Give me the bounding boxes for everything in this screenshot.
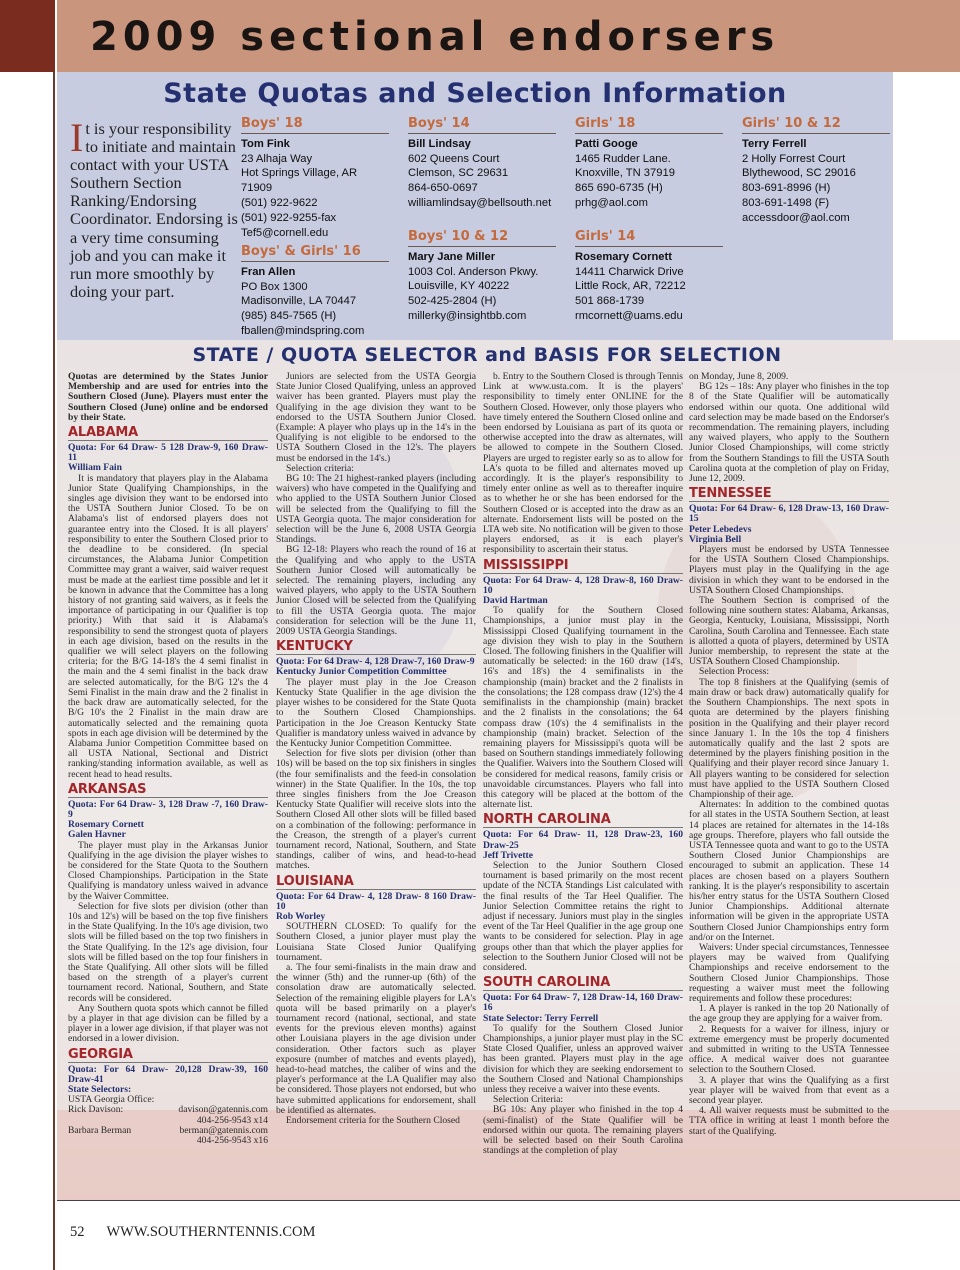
state-text: Alternates: In addition to the combined quotas for all states in the USTA Southern Section, at least 14 places are retained for alternates in the 14-18s age groups. Therefore, players who fall outside the USTA Tennessee quota and want to go to the USTA Southern Closed Junior Championships are encouraged to submit an application. These 14 places are chosen based on a players Southern ranking. It is the player's responsibility to ascertain his/her entry status for the USTA Southern Closed Junior Championships. Additional alternate information will be given in the appropriate USTA Southern Closed Junior Championships entry form and/or on the Internet. (689, 799, 889, 943)
state-heading-louisiana: LOUISIANA (276, 874, 476, 890)
state-text: BG 12s – 18s: Any player who finishes in the top 8 of the State Qualifier will be automatically endorsed within our quota. One additional wild card selection may be made based on the Endorser's recommendation. The remaining players, including any waived players, who apply to the Southern Junior Closed Championships, will come strictly from the Southern Standings to fill the USTA South Carolina quota at the completion of play on Friday, June 12, 2009. (689, 381, 889, 485)
state-text: 3. A player that wins the Qualifying as a first year player will be waived from that event as a second year player. (689, 1074, 889, 1107)
contact-heading: Boys' & Girls' 16 (241, 245, 389, 262)
quota-line: Quota: For 64 Draw- 20,128 Draw-39, 160 Draw-41 (68, 1063, 268, 1085)
contact-name: Barbara Berman (68, 1124, 132, 1136)
state-text: 2. Requests for a waiver for illness, injury or extreme emergency must be properly documented and submitted in writing to the USTA Tennessee office. A medical waiver does not guarantee selection to the Southern Closed. (689, 1023, 889, 1076)
state-text: a. The four semi-finalists in the main draw and the winner (5th) and the runner-up (6th) of the consolation draw are automatically selected. Selection of the remaining eligible players for LA's quota will be based primarily on a player's tournament record (national, sectional, and state events for the previous eleven months) against other Louisiana players in the age division under consideration. Other factors such as player exposure (number of matches and events played), head-to-head matches, the caliber of wins and the player's performance at the LA Qualifier may also be considered. Those players not endorsed, but who have submitted applications for endorsement, shall be identified as alternates. (276, 961, 476, 1116)
state-heading-south-carolina: SOUTH CAROLINA (483, 975, 683, 991)
quota-line: Quota: For 64 Draw- 5 128 Draw-9, 160 Draw-11 (68, 442, 268, 464)
contact-line: 864-650-0697 (408, 182, 478, 195)
contact-line: millerky@insightbb.com (408, 309, 527, 322)
contact-line: Clemson, SC 29631 (408, 167, 509, 180)
contact-line: Little Rock, AR, 72212 (575, 280, 686, 293)
state-text: To qualify for the Southern Closed Championships, a junior must play in the Mississippi Closed Qualifying tournament in the age division they wish to play in the Southern Closed. The following finishers in the Qualifier will automatically be selected: in the 160 draw (14's, 16's and 18's) the 4 semifinalists in the championship (main) bracket and the 2 finalists in the consolations; the 128 compass draw (12's) the 4 semifinalists in the championship (main) bracket and the 2 finalists in the consolations; the 64 compass draw (10's) the 4 semifinalists in the championship (main) bracket. Selection of the remaining players for Mississippi's quota will be based on Southern standings immediately following the Qualifier. Waivers into the Southern Closed will be considered for medical reasons, family crisis or unavoidable circumstances. Players who fall into this category will be placed at the bottom of the alternate list. (483, 605, 683, 811)
state-heading-kentucky: KENTUCKY (276, 639, 476, 655)
state-text: The player must play in the Arkansas Junior Qualifying in the age division the player wishes to be considered for the State Quota to the Southern Closed Championships. Participation in the State Qualifying is mandatory unless waived in advance by the Waiver Committee. (68, 839, 268, 902)
state-heading-arkansas: ARKANSAS (68, 782, 268, 798)
contact-heading: Girls' 14 (575, 230, 723, 247)
column-4 (689, 372, 889, 1137)
endorser-name: Rob Worley (276, 910, 326, 922)
state-text: To qualify for the Southern Closed Junior Championships, a junior player must play in the SC State Closed Qualifier, unless an approved waiver has been granted. Players must play in the age division for which they are seeking endorsement to the Southern Closed and National Championships unless they receive a waiver into these events. (483, 1022, 683, 1095)
contact-line: 502-425-2804 (H) (408, 295, 497, 308)
state-text: The top 8 finishers at the Qualifying (semis of main draw or back draw) automatically qualify for the Southern Championships. The next spots in quota are determined by the players finishing position in the Qualifying and their player record since January 1. In the 10s the top 4 finishers automatically qualify and the last 2 spots are determined by the players finishing position in the Qualifying and their player record since January 1. All players wanting to be considered for selection must have applied to the USTA Southern Closed Championship of their age. (689, 676, 889, 800)
office-label: USTA Georgia Office: (68, 1094, 155, 1106)
contact-heading: Boys' 10 & 12 (408, 230, 556, 247)
contact-line: 1003 Col. Anderson Pkwy. (408, 265, 539, 278)
quota-line: Quota: For 64 Draw- 4, 128 Draw-8, 160 Draw-10 (483, 574, 683, 596)
contact-name: Fran Allen (241, 265, 296, 278)
contact-name: Mary Jane Miller (408, 250, 496, 263)
state-heading-alabama: ALABAMA (68, 425, 268, 441)
state-text: Endorsement criteria for the Southern Closed (286, 1115, 460, 1127)
footer-rule (57, 1200, 960, 1201)
endorser-name: Jeff Trivette (483, 849, 533, 861)
contact-line: 501 868-1739 (575, 295, 645, 308)
selector-title: STATE / QUOTA SELECTOR and BASIS FOR SELECTION (192, 344, 782, 366)
contact-heading: Girls' 10 & 12 (742, 117, 890, 134)
contact-phone: 404-256-9543 x16 (196, 1135, 268, 1147)
contact-line: prhg@aol.com (575, 196, 648, 209)
contact-line: 602 Queens Court (408, 152, 500, 165)
contact-line: 23 Alhaja Way (241, 152, 313, 165)
endorser-name: William Fain (68, 462, 122, 474)
contact-girls-14 (575, 230, 725, 324)
contact-line: Louisville, KY 40222 (408, 280, 510, 293)
state-text: It is mandatory that players play in the Alabama Junior State Qualifying Championships, in the singles age division they want to be endorsed into the USTA Southern Junior Closed. To be on Alabama's list of endorsed players does not guarantee entry into the Closed. It is all players' responsibility to enter the Southern Closed prior to the deadline to be considered. (In special circumstances, the Alabama Junior Competition Committee may grant a waiver, said waiver request must be made at the earliest time possible and let it be known in advance that the Committee has a long history of not granting said waivers, as it feels the importance of participating in our Qualifier is top priority.) With that said it is Alabama's responsibility to send the strongest quota of players in each age division, based on the results in the qualifier we will select players on the following criteria; for the B/G 14-18's the 4 semi finalist in the main and the 4 semi finalist in the back draw are selected automatically, for the B/G 12's the 4 Semi Finalist in the main draw and the 2 finalist in the back draw are automatically selected, for the B/G 10's the 2 Finalist in the main draw are automatically selected and the remaining quota spots in each age division will be determined by the Alabama Junior Competition Committee based on all USTA National, Sectional and District ranking/standing information available, as well as recent head to head results. (68, 472, 268, 780)
contact-line: Knoxville, TN 37919 (575, 167, 675, 180)
contact-line: fballen@mindspring.com (241, 324, 365, 337)
state-heading-mississippi: MISSISSIPPI (483, 558, 683, 574)
contact-boys-18 (241, 117, 391, 240)
column-1 (68, 372, 268, 1146)
contact-line: PO Box 1300 (241, 280, 308, 293)
column-3 (483, 372, 683, 1156)
contact-line: Hot Springs Village, AR 71909 (241, 167, 358, 195)
quota-line: Quota: For 64 Draw- 11, 128 Draw-23, 160 Draw-25 (483, 829, 683, 851)
drop-cap: I (70, 115, 84, 160)
endorser-name: Rosemary Cornett (68, 819, 144, 831)
quota-line: Quota: For 64 Draw- 4, 128 Draw- 8 160 Draw-10 (276, 890, 476, 912)
rail-cap (0, 0, 55, 72)
quota-line: Quota: For 64 Draw- 7, 128 Draw-14, 160 Draw-16 (483, 992, 683, 1014)
state-text: SOUTHERN CLOSED: To qualify for the Southern Closed, a junior player must play the Louisiana State Closed Junior Qualifying tournament. (276, 921, 476, 963)
contact-line: 803-691-8996 (H) (742, 182, 831, 195)
contact-line: williamlindsay@bellsouth.net (408, 196, 552, 209)
left-rail (0, 0, 55, 1270)
contact-line: (501) 922-9622 (241, 196, 318, 209)
contact-email: davison@gatennis.com (178, 1104, 268, 1116)
state-heading-georgia: GEORGIA (68, 1047, 268, 1063)
quota-box-title: State Quotas and Selection Information (163, 78, 787, 109)
contact-line: Madisonville, LA 70447 (241, 295, 357, 308)
contact-line: rmcornett@uams.edu (575, 309, 683, 322)
contact-boys-girls-16 (241, 245, 391, 339)
endorser-name: David Hartman (483, 595, 548, 607)
committee-name: Kentucky Junior Competition Committee (276, 666, 447, 678)
selector-name: Terry Ferrell (544, 1012, 599, 1024)
contact-heading: Boys' 14 (408, 117, 556, 134)
contact-name: Patti Googe (575, 137, 638, 150)
contact-boys-10-12 (408, 230, 558, 324)
quota-line: Quota: For 64 Draw- 6, 128 Draw-13, 160 Draw-15 (689, 503, 889, 525)
endorser-name: Virginia Bell (689, 533, 742, 545)
endorser-name: Peter Lebedevs (689, 523, 752, 535)
contact-line: Tef5@cornell.edu (241, 226, 329, 239)
state-heading-tennessee: TENNESSEE (689, 486, 889, 502)
state-text: BG 10: The 21 highest-ranked players (including waivers) who have competed in the Qualifying and who applied to the USTA Southern Junior Closed will be selected from the Qualifying to fill the USTA Georgia quota. The major consideration for selection will be the June 6, 2008 USTA Georgia Standings. (276, 473, 476, 546)
state-text: Selection to the Junior Southern Closed tournament is based primarily on the most recent update of the NCTA Standings List calculated with the final results of the Tar Heel Qualifier. The Junior Selection Committee retains the right to adjust if necessary. Juniors must play in the singles event of the Tar Heel Qualifier in the age group one wants to be considered for selection. Play in age groups other than that which the player applies for selection to the Southern Junior Closed will not be considered. (483, 859, 683, 973)
contact-heading: Girls' 18 (575, 117, 723, 134)
state-text: Any Southern quota spots which cannot be filled by a player in that age division can be filled by a player in a lower age division, if that player was not endorsed in a lower division. (68, 1002, 268, 1045)
state-text: BG 12-18: Players who reach the round of 16 at the Qualifying and who apply to the USTA Southern Junior Closed will automatically be selected. The remaining players, including any waived players, who apply to the USTA Southern Junior Closed will be selected from the Qualifying to fill the USTA Georgia quota. The major consideration for selection will be the June 11, 2009 USTA Georgia Standings. (276, 544, 476, 638)
criteria-label: Selection Process: (699, 666, 770, 678)
state-text: BG 10s: Any player who finished in the top 4 (semi-finalist) of the State Qualifier will be endorsed within our quota. The remaining players will be selected based on their South Carolina standings at the completion of play (483, 1104, 683, 1157)
state-text: b. Entry to the Southern Closed is through Tennis Link at www.usta.com. It is the players' responsibility to timely enter ONLINE for the Southern Closed. However, only those players who have timely entered the Southern Closed online and been endorsed by Louisiana as part of its quota or otherwise accepted into the draw as alternates, will be allowed to compete in the Southern Closed. Players are urged to register early so as to allow for LA's quota to be filled and alternates moved up accordingly. It is the player's responsibility to timely enter online as well as to thereafter inquire as to whether he or she has been endorsed for the Southern Closed or is accepted into the draw as an alternate. Endorsement lists will be posted on the LTA web site. No notification will be given to those players endorsed, as it is each player's responsibility to ascertain their status. (483, 371, 683, 556)
contact-line: (501) 922-9255-fax (241, 211, 337, 224)
contact-girls-10-12 (742, 117, 892, 226)
contact-phone: 404-256-9543 x14 (196, 1114, 268, 1126)
criteria-label: Selection Criteria: (493, 1094, 564, 1106)
quota-line: Quota: For 64 Draw- 3, 128 Draw -7, 160 Draw-9 (68, 798, 268, 820)
header-band (57, 0, 960, 72)
page-number: 52 (70, 1224, 85, 1240)
contact-line: 803-691-1498 (F) (742, 196, 830, 209)
contact-line: 2 Holly Forrest Court (742, 152, 846, 165)
state-text: Selection for five slots per division (other than 10s) will be based on the top six finishers in singles (the four semifinalists and the feed-in consolation winner) in the State Qualifier. In the 10s, the top three singles finishers from the Joe Creason Kentucky State Qualifier will receive slots into the Southern Closed All other slots will be filled based on a combination of the following: performance in the Creason, the strength of a player's current tournament record, National, Southern, and State standings, caliber of wins, and head-to-head matches. (276, 748, 476, 872)
contact-line: 865 690-6735 (H) (575, 182, 663, 195)
endorser-name: Galen Havner (68, 829, 126, 841)
contact-boys-14 (408, 117, 558, 211)
state-heading-north-carolina: NORTH CAROLINA (483, 812, 683, 828)
contact-line: accessdoor@aol.com (742, 211, 850, 224)
contact-email: berman@gatennis.com (179, 1124, 268, 1136)
contact-girls-18 (575, 117, 725, 211)
contact-line: 1465 Rudder Lane. (575, 152, 671, 165)
state-text: Selection for five slots per division (other than 10s and 12's) will be based on the top five finishers in the State Qualifying. In the 10's age division, two slots will be filled based on the top two finishers in the State Qualifying. In the 12's age division, four slots will be filled based on the top four finishers in the State Qualifying. All other slots will be filled based on the strength of a player's current tournament record. National, Southern, and State records will be considered. (68, 900, 268, 1004)
contact-name: Rosemary Cornett (575, 250, 672, 263)
state-text: Juniors are selected from the USTA Georgia State Junior Closed Qualifying, unless an approved waiver has been granted. Players must play the Qualifying in the age division they want to be endorsed to the USTA Southern Junior Closed. (Example: A player who plays up in the 14's in the Qualifying is not eligible to be endorsed to the USTA Southern Closed in the 12's. The players must be endorsed in the 14's.) (276, 371, 476, 464)
contact-name: Rick Davison: (68, 1104, 124, 1116)
state-text: Players must be endorsed by USTA Tennessee for the USTA Southern Closed Championships. Players must play in the Qualifying in the age division in which they want to be endorsed in the USTA Southern Closed Championships. (689, 544, 889, 596)
criteria-label: Selection criteria: (286, 462, 354, 474)
intro-text: t is your responsibility to initiate and maintain contact with your USTA Southern Section Ranking/Endorsing Coordinator. Endorsing is a very time consuming job and you can make it run more smoothly by doing your part. (70, 119, 238, 301)
contact-line: Blythewood, SC 29016 (742, 167, 856, 180)
state-text: Waivers: Under special circumstances, Tennessee players may be waived from Qualifying Championships and receive endorsement to the Southern Closed Junior Championships. Those requesting a waiver must meet the following requirements and follow these procedures: (689, 941, 889, 1004)
column-2 (276, 372, 476, 1126)
intro-paragraph (70, 115, 238, 301)
contact-name: Terry Ferrell (742, 137, 807, 150)
contact-line: 14411 Charwick Drive (575, 265, 684, 278)
lead-paragraph: Quotas are determined by the States Junior Membership and are used for entries into the Southern Closed (June). Players must enter the Southern Closed (June) online and be endorsed by their State. (68, 371, 268, 423)
website-link[interactable]: WWW.SOUTHERNTENNIS.COM (106, 1224, 316, 1240)
contact-name: Bill Lindsay (408, 137, 471, 150)
state-text: 4. All waiver requests must be submitted to the TTA office in writing at least 1 month before the start of the Qualifying. (689, 1105, 889, 1137)
contact-heading: Boys' 18 (241, 117, 389, 134)
page-footer (70, 1224, 315, 1241)
contact-name: Tom Fink (241, 137, 290, 150)
page-title: 2009 sectional endorsers (90, 14, 780, 60)
state-text: on Monday, June 8, 2009. (689, 371, 789, 382)
state-text: The Southern Section is comprised of the following nine southern states: Alabama, Arkansas, Georgia, Kentucky, Louisiana, Mississippi, North Carolina, South Carolina and Tennessee. Each state is allotted a quota of players, determined by USTA Junior membership, to represent the state at the USTA Southern Closed Championship. (689, 595, 889, 668)
selectors-label: State Selectors: (68, 1084, 132, 1095)
state-text: 1. A player is ranked in the top 20 Nationally of the age group they are applying for a waiver from. (689, 1003, 889, 1025)
quota-line: Quota: For 64 Draw- 4, 128 Draw-7, 160 Draw-9 (276, 656, 475, 668)
state-text: The player must play in the Joe Creason Kentucky State Qualifier in the age division the player wishes to be considered for the State Quota to the Southern Closed Championships. Participation in the Joe Creason Kentucky State Qualifier is mandatory unless waived in advance by the Kentucky Junior Competition Committee. (276, 676, 476, 749)
selector-label: State Selector: (483, 1012, 543, 1024)
contact-line: (985) 845-7565 (H) (241, 310, 337, 323)
